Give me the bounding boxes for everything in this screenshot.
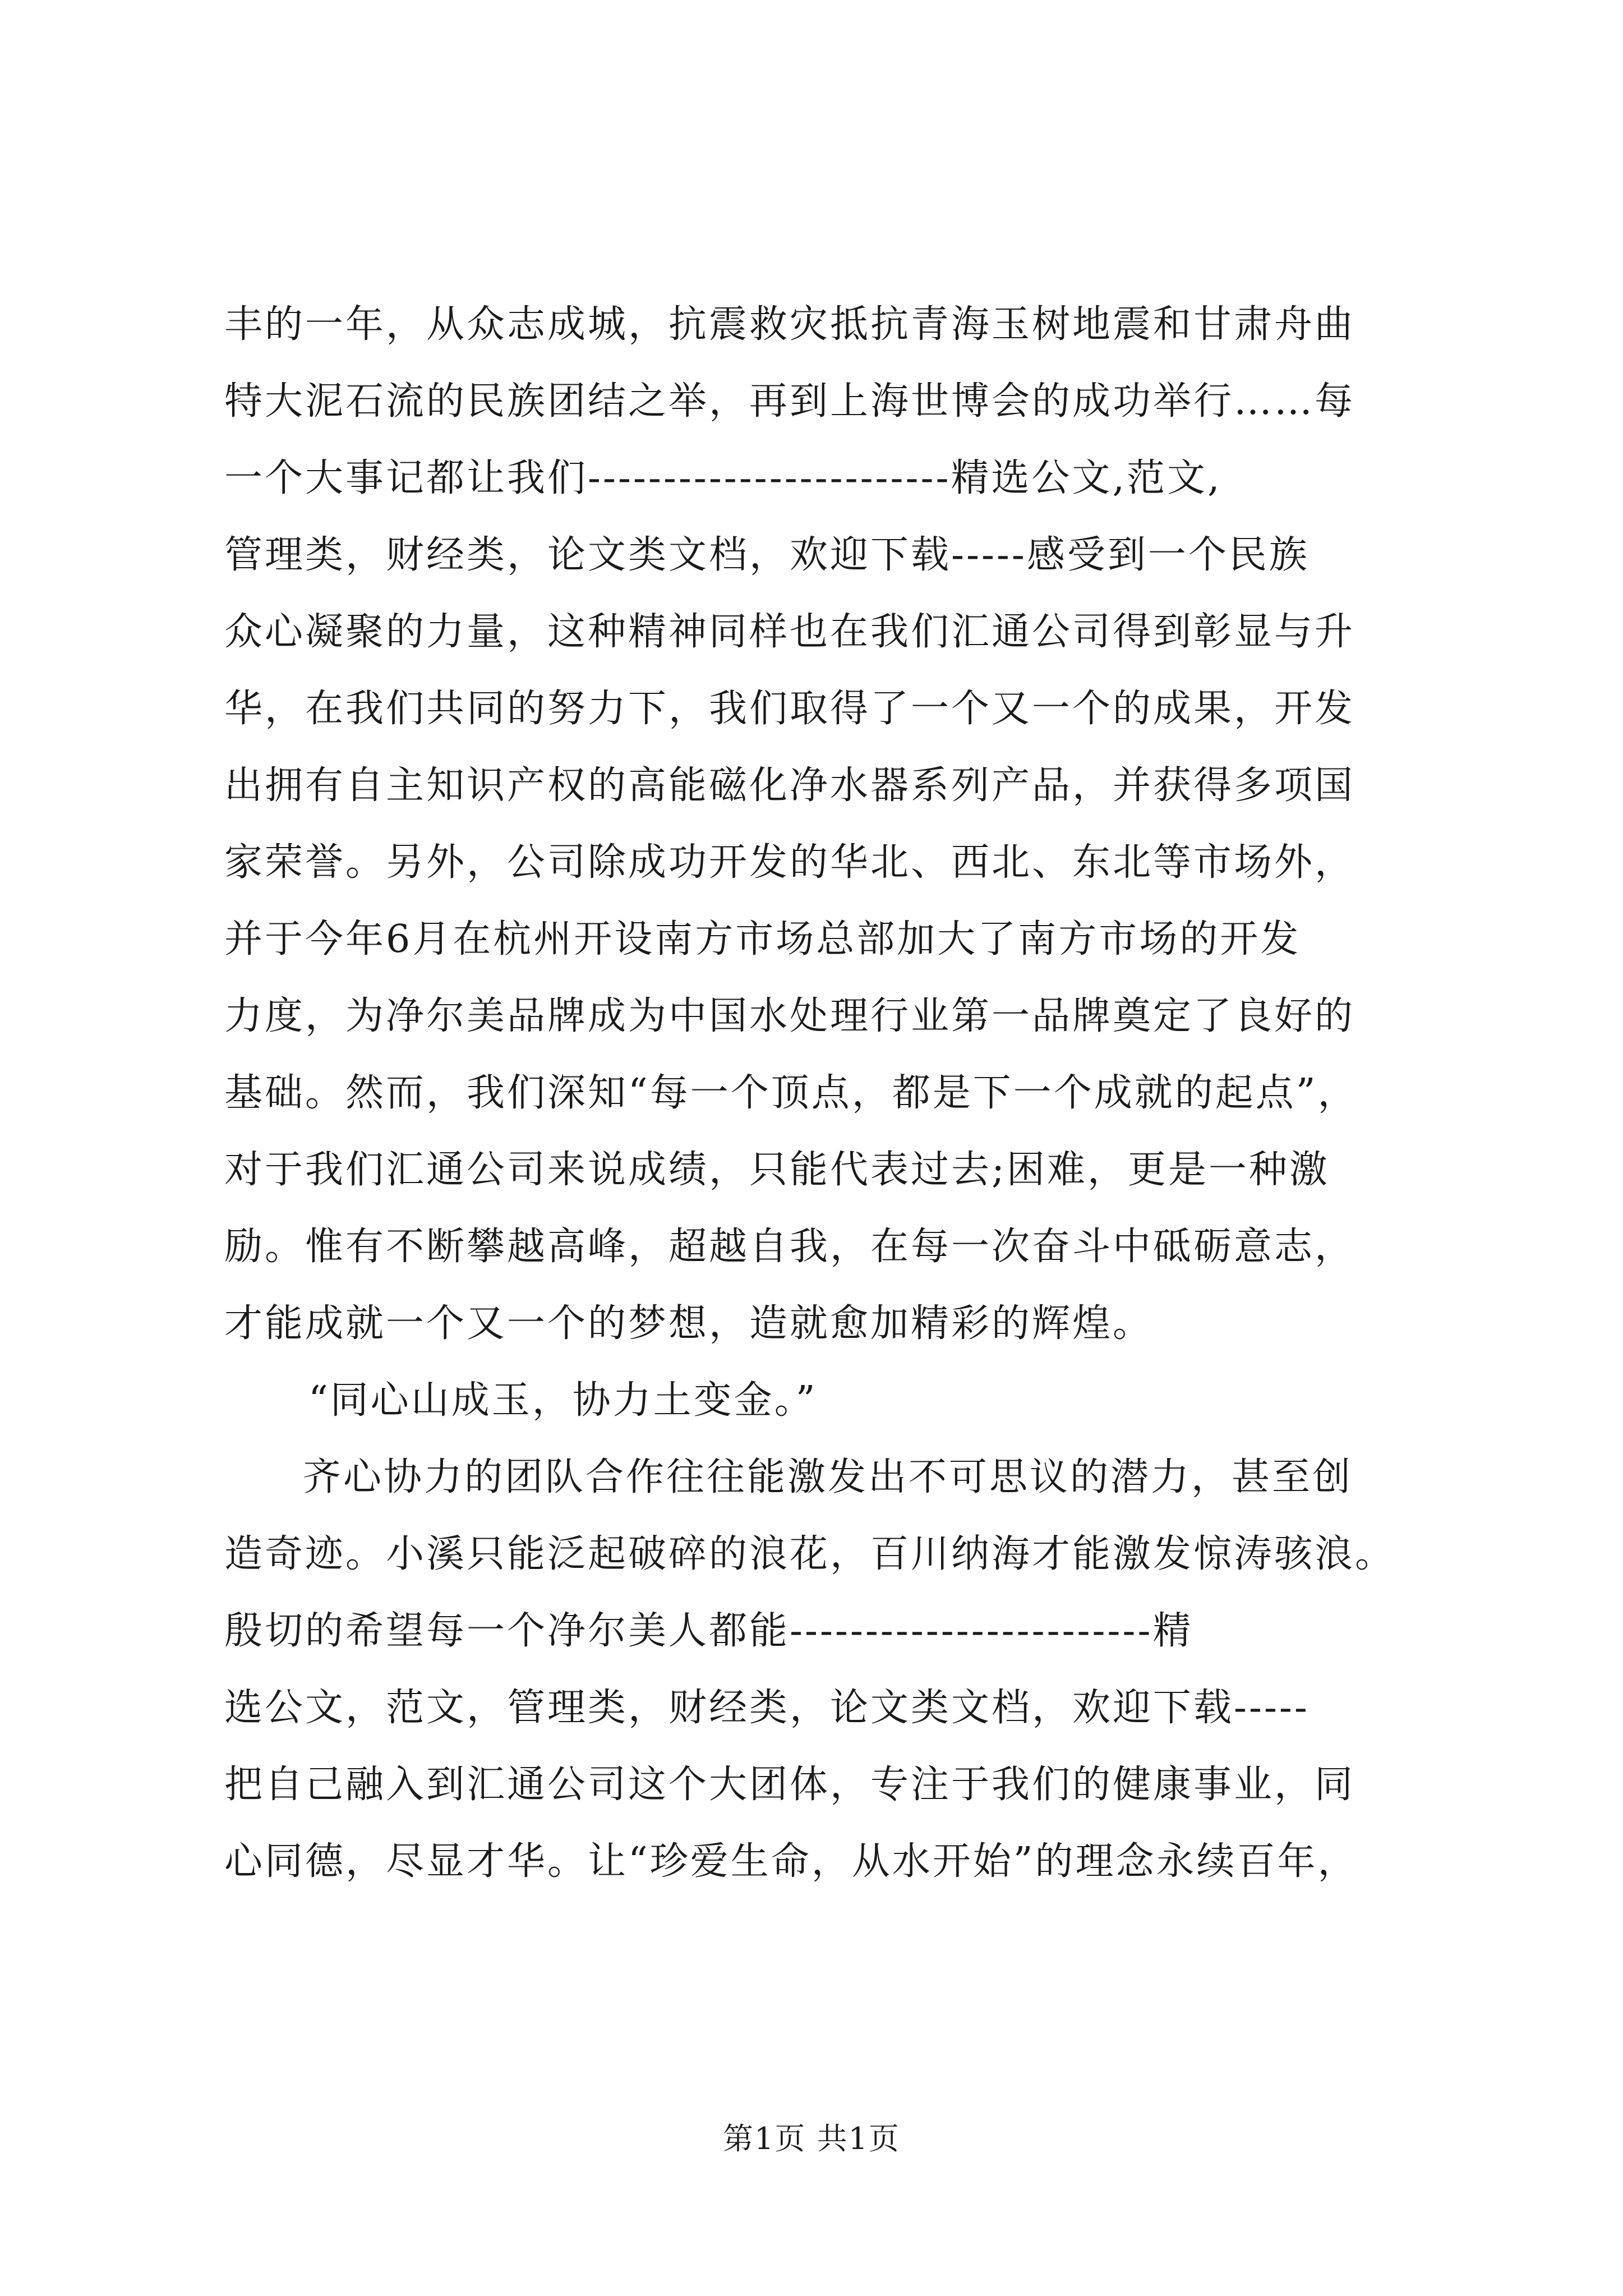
text-line-4: 管理类，财经类，论文类文档，欢迎下载-----感受到一个民族 xyxy=(224,533,1310,577)
quote-line: “同心山成玉，协力土变金。” xyxy=(308,1378,818,1423)
text-line-5: 众心凝聚的力量，这种精神同样也在我们汇通公司得到彰显与升 xyxy=(224,610,1355,654)
text-line-3: 一个大事记都让我们------------------------精选公文,范文, xyxy=(224,456,1222,500)
text-line-12: 对于我们汇通公司来说成绩，只能代表过去;困难，更是一种激 xyxy=(224,1148,1330,1192)
text-line-11: 基础。然而，我们深知“每一个顶点，都是下一个成就的起点”， xyxy=(224,1071,1358,1115)
text-line-18: 殷切的希望每一个净尔美人都能------------------------精 xyxy=(224,1609,1193,1653)
document-body xyxy=(224,286,1458,1900)
text-line-19: 选公文，范文，管理类，财经类，论文类文档，欢迎下载----- xyxy=(224,1686,1310,1730)
text-line-7: 出拥有自主知识产权的高能磁化净水器系列产品，并获得多项国 xyxy=(224,763,1355,808)
text-line-17: 造奇迹。小溪只能泛起破碎的浪花，百川纳海才能激发惊涛骇浪。 xyxy=(224,1532,1396,1576)
text-line-6: 华，在我们共同的努力下，我们取得了一个又一个的成果，开发 xyxy=(224,687,1355,731)
page-footer xyxy=(0,2115,1623,2158)
text-line-10: 力度，为净尔美品牌成为中国水处理行业第一品牌奠定了良好的 xyxy=(224,994,1355,1038)
text-line-9: 并于今年6月在杭州开设南方市场总部加大了南方市场的开发 xyxy=(224,917,1301,961)
text-line-13: 励。惟有不断攀越高峰，超越自我，在每一次奋斗中砥砺意志， xyxy=(224,1225,1355,1269)
text-line-1: 丰的一年，从众志成城，抗震救灾抵抗青海玉树地震和甘肃舟曲 xyxy=(224,302,1355,347)
text-line-8: 家荣誉。另外，公司除成功开发的华北、西北、东北等市场外， xyxy=(224,840,1355,885)
text-line-14: 才能成就一个又一个的梦想，造就愈加精彩的辉煌。 xyxy=(224,1301,1154,1346)
text-line-20: 把自己融入到汇通公司这个大团体，专注于我们的健康事业，同 xyxy=(224,1763,1355,1807)
page-number-label: 第1页 共1页 xyxy=(723,2121,900,2156)
text-line-21: 心同德，尽显才华。让“珍爱生命，从水开始”的理念永续百年， xyxy=(224,1839,1358,1884)
text-line-2: 特大泥石流的民族团结之举，再到上海世博会的成功举行……每 xyxy=(224,379,1355,424)
paragraph-start-line: 齐心协力的团队合作往往能激发出不可思议的潜力，甚至创 xyxy=(303,1455,1353,1499)
